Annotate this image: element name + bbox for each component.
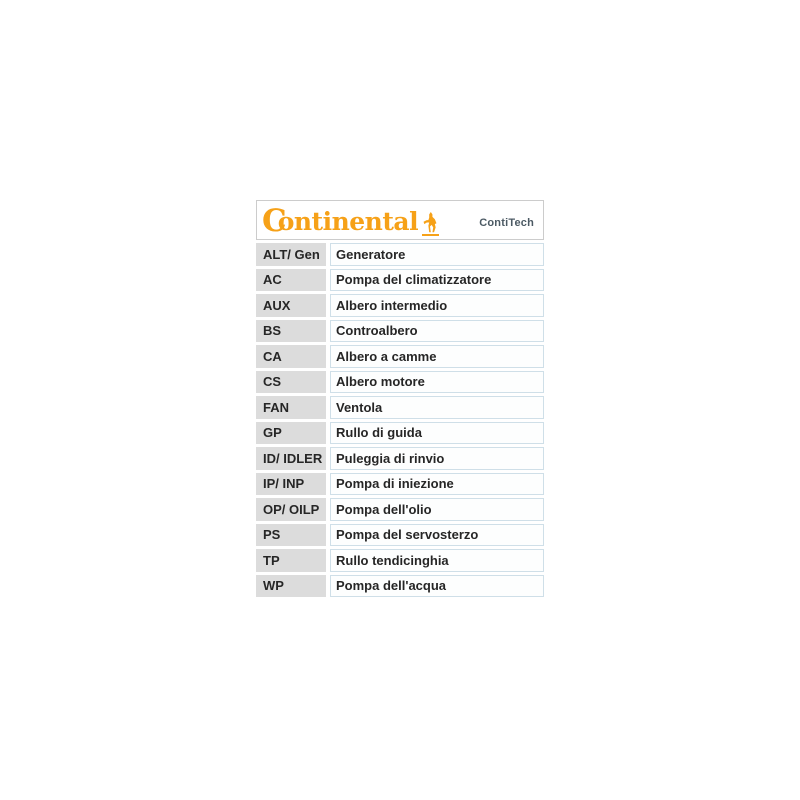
legend-row xyxy=(256,498,544,521)
legend-rows xyxy=(256,243,544,597)
legend-row xyxy=(256,345,544,368)
abbreviation-code: CA xyxy=(256,345,326,368)
legend-row xyxy=(256,269,544,292)
abbreviation-description: Ventola xyxy=(330,396,544,419)
abbreviation-description: Albero a camme xyxy=(330,345,544,368)
legend-row xyxy=(256,243,544,266)
abbreviation-code: BS xyxy=(256,320,326,343)
brand-header xyxy=(256,200,544,240)
abbreviation-description: Rullo di guida xyxy=(330,422,544,445)
abbreviation-description: Rullo tendicinghia xyxy=(330,549,544,572)
abbreviation-description: Albero motore xyxy=(330,371,544,394)
abbreviation-description: Pompa del climatizzatore xyxy=(330,269,544,292)
legend-row xyxy=(256,524,544,547)
abbreviation-legend-table xyxy=(256,200,544,597)
abbreviation-code: WP xyxy=(256,575,326,598)
logo-letter-c: C xyxy=(262,202,287,239)
contitech-wordmark: ContiTech xyxy=(479,217,534,229)
abbreviation-code: TP xyxy=(256,549,326,572)
abbreviation-description: Generatore xyxy=(330,243,544,266)
legend-row xyxy=(256,473,544,496)
abbreviation-code: AC xyxy=(256,269,326,292)
legend-row xyxy=(256,549,544,572)
horse-baseline xyxy=(422,234,439,236)
abbreviation-code: PS xyxy=(256,524,326,547)
abbreviation-code: CS xyxy=(256,371,326,394)
legend-row xyxy=(256,396,544,419)
legend-row xyxy=(256,575,544,598)
abbreviation-code: ALT/ Gen xyxy=(256,243,326,266)
abbreviation-description: Controalbero xyxy=(330,320,544,343)
abbreviation-description: Pompa dell'acqua xyxy=(330,575,544,598)
abbreviation-description: Albero intermedio xyxy=(330,294,544,317)
logo-wordmark-rest: ontinental xyxy=(277,206,419,236)
abbreviation-code: OP/ OILP xyxy=(256,498,326,521)
legend-row xyxy=(256,371,544,394)
rearing-horse-icon xyxy=(421,212,439,236)
abbreviation-code: FAN xyxy=(256,396,326,419)
abbreviation-code: ID/ IDLER xyxy=(256,447,326,470)
abbreviation-description: Pompa di iniezione xyxy=(330,473,544,496)
abbreviation-code: AUX xyxy=(256,294,326,317)
legend-row xyxy=(256,447,544,470)
abbreviation-description: Puleggia di rinvio xyxy=(330,447,544,470)
abbreviation-description: Pompa del servosterzo xyxy=(330,524,544,547)
continental-logo xyxy=(262,202,439,239)
legend-row xyxy=(256,294,544,317)
abbreviation-code: GP xyxy=(256,422,326,445)
legend-row xyxy=(256,422,544,445)
abbreviation-code: IP/ INP xyxy=(256,473,326,496)
abbreviation-description: Pompa dell'olio xyxy=(330,498,544,521)
legend-row xyxy=(256,320,544,343)
